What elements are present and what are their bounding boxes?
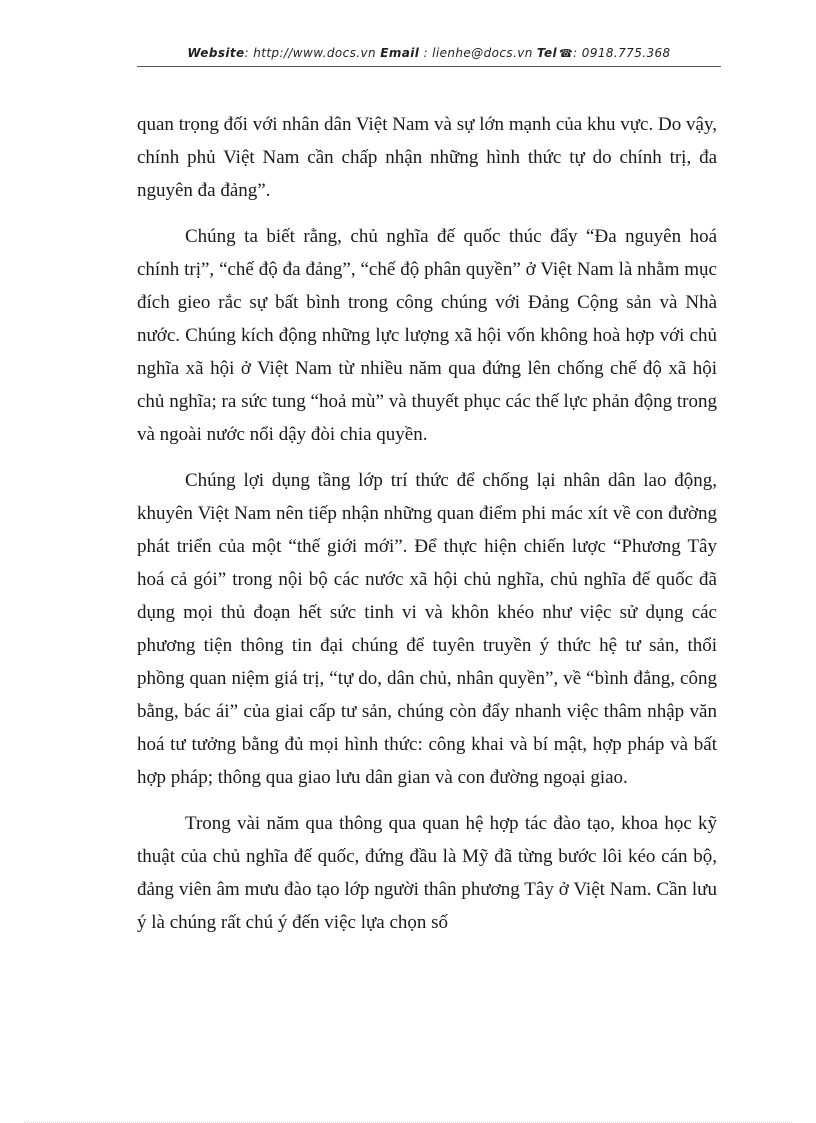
paragraph: Trong vài năm qua thông qua quan hệ hợp tác đào tạo, khoa học kỹ thuật của chủ nghĩa đế quốc, đứng đầu là Mỹ đã từng bước lôi kéo cán bộ, đảng viên âm mưu đào tạo lớp người thân phương Tây ở Việt Nam. Cần lưu ý là chúng rất chú ý đến việc lựa chọn số	[137, 813, 717, 933]
tel-number: : 0918.775.368	[573, 46, 671, 60]
document-body	[137, 108, 717, 952]
email-label: Email	[380, 46, 420, 60]
paragraph-continuation: quan trọng đối với nhân dân Việt Nam và sự lớn mạnh của khu vực. Do vậy, chính phủ Việt Nam cần chấp nhận những hình thức tự do chính trị, đa nguyên đa đảng”.	[137, 114, 717, 201]
paragraph: Chúng lợi dụng tầng lớp trí thức để chống lại nhân dân lao động, khuyên Việt Nam nên tiếp nhận những quan điểm phi mác xít về con đường phát triển của một “thế giới mới”. Để thực hiện chiến lược “Phương Tây hoá cả gói” trong nội bộ các nước xã hội chủ nghĩa, chủ nghĩa đế quốc đã dụng mọi thủ đoạn hết sức tinh vi và khôn khéo như việc sử dụng các phương tiện thông tin đại chúng để tuyên truyền ý thức hệ tư sản, thổi phồng quan niệm giá trị, “tự do, dân chủ, nhân quyền”, về “bình đẳng, công bằng, bác ái” của giai cấp tư sản, chúng còn đẩy nhanh việc thâm nhập văn hoá tư tưởng bằng đủ mọi hình thức: công khai và bí mật, hợp pháp và bất hợp pháp; thông qua giao lưu dân gian và con đường ngoại giao.	[137, 470, 717, 788]
page-header	[137, 46, 721, 67]
paragraph: Chúng ta biết rằng, chủ nghĩa đế quốc thúc đẩy “Đa nguyên hoá chính trị”, “chế độ đa đảng”, “chế độ phân quyền” ở Việt Nam là nhằm mục đích gieo rắc sự bất bình trong công chúng với Đảng Cộng sản và Nhà nước. Chúng kích động những lực lượng xã hội vốn không hoà hợp với chủ nghĩa xã hội ở Việt Nam từ nhiều năm qua đứng lên chống chế độ xã hội chủ nghĩa; ra sức tung “hoả mù” và thuyết phục các thế lực phản động trong và ngoài nước nổi dậy đòi chia quyền.	[137, 226, 717, 445]
website-label: Website	[187, 46, 245, 60]
phone-icon: ☎	[559, 47, 574, 60]
email-address: : lienhe@docs.vn	[419, 46, 537, 60]
website-url: : http://www.docs.vn	[244, 46, 381, 60]
tel-label: Tel	[536, 46, 558, 60]
